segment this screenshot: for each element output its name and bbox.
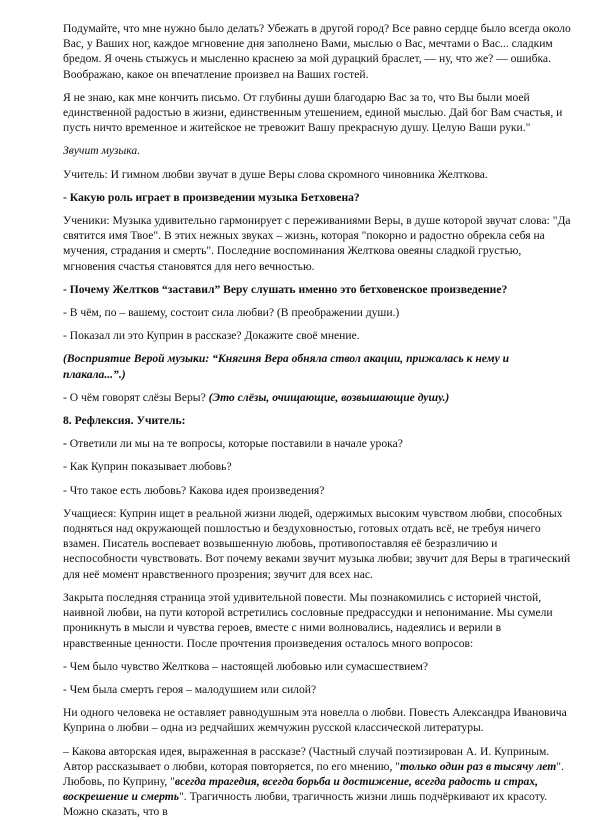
question-veras-tears xyxy=(63,390,572,405)
teacher-remark: Учитель: И гимном любви звучат в душе Веры слова скромного чиновника Желткова. xyxy=(63,167,488,181)
students-answer-music: Ученики: Музыка удивительно гармонирует с переживаниями Веры, в душе которой звучат слова: "Да святится имя Твое". В этих нежных звуках – жизнь, которая "покорно и радостно обрекла себя на мучения, страдания и смерть". Последние воспоминания Желткова овеяны сладкой грустью, мгновения счастья становятся для него вечностью. xyxy=(63,214,571,273)
author-idea-paragraph xyxy=(63,744,572,820)
section-heading-reflection: 8. Рефлексия. Учитель: xyxy=(63,414,186,428)
letter-paragraph-2: Я не знаю, как мне кончить письмо. От глубины души благодарю Вас за то, что Вы были моей единственной радостью в жизни, единственным утешением, единой мыслью. Дай бог Вам счастья, и пусть ничто временное и житейское не тревожит Вашу прекрасную душу. Целую Ваши руки." xyxy=(63,90,563,135)
students-answer-kuprin: Учащиеся: Куприн ищет в реальной жизни людей, одержимых высоким чувством любви, способных подняться над окружающей пошлостью и бездуховностью, готовых отдать всё, не требуя ничего взамен. Писатель воспевает возвышенную любовь, противопоставляя её безразличию и неспособности чувствовать. Вот почему веками звучит музыка любви; звучит для Веры в трагический для неё момент нравственного прозрения; звучит для всех нас. xyxy=(63,506,571,581)
question-kuprin-shows: - Показал ли это Куприн в рассказе? Докажите своё мнение. xyxy=(63,329,360,343)
author-idea-quote-2: всегда трагедия, всегда борьба и достижение, всегда радость и страх, воскрешение и смерть xyxy=(63,774,538,804)
novella-paragraph: Ни одного человека не оставляет равнодушным эта новелла о любви. Повесть Александра Ивановича Куприна о любви – одна из редчайших жемчужин русской классической литературы. xyxy=(63,706,567,735)
question-how-love: - Как Куприн показывает любовь? xyxy=(63,460,232,474)
author-idea-text-3: ". Трагичность любви, трагичность жизни лишь подчёркивают их красоту. Можно сказать, что в xyxy=(63,790,548,819)
question-beethoven-role: - Какую роль играет в произведении музыка Бетховена? xyxy=(63,190,360,204)
question-what-is-love: - Что такое есть любовь? Какова идея произведения? xyxy=(63,483,325,497)
note-vera-perception: (Восприятие Верой музыки: “Княгиня Вера обняла ствол акации, прижалась к нему и плакала...”.) xyxy=(63,352,510,381)
question-zheltkov-feeling: - Чем было чувство Желткова – настоящей любовью или сумасшествием? xyxy=(63,659,428,673)
question-answered-text: Ответили ли мы на те вопросы, которые поставили в начале урока? xyxy=(69,437,403,451)
question-answered-dash: - xyxy=(63,437,70,451)
author-idea-text-1: – Какова авторская идея, выраженная в рассказе? (Частный случай поэтизирован А. И. Куприным. Автор рассказывает о любви, которая повторяется, по его мнению, " xyxy=(63,744,550,773)
author-idea-text-2: ". Любовь, по Куприну, " xyxy=(63,759,564,788)
stage-note-music: Звучит музыка. xyxy=(63,144,141,158)
question-answered xyxy=(63,436,572,451)
question-power-of-love: - В чём, по – вашему, состоит сила любви? (В преображении души.) xyxy=(63,306,400,320)
author-idea-quote-1: только один раз в тысячу лет xyxy=(400,759,557,773)
answer-veras-tears: (Это слёзы, очищающие, возвышающие душу.) xyxy=(208,390,450,404)
question-why-beethoven: - Почему Желтков “заставил” Веру слушать именно это бетховенское произведение? xyxy=(63,282,508,296)
question-hero-death: - Чем была смерть героя – малодушием или силой? xyxy=(63,682,317,696)
letter-paragraph-1: Подумайте, что мне нужно было делать? Убежать в другой город? Все равно сердце было всегда около Вас, у Ваших ног, каждое мгновение дня заполнено Вами, мыслью о Вас, мечтами о Вас... сладким бредом. Я очень стыжусь и мысленно краснею за мой дурацкий браслет, — ну, что же? — ошибка. Воображаю, какое он впечатление произвел на Ваших гостей. xyxy=(63,22,571,81)
closing-paragraph: Закрыта последняя страница этой удивительной повести. Мы познакомились с историей чистой, наивной любви, на пути которой встретились сословные предрассудки и непонимание. Мы сумели проникнуть в мысли и чувства героев, вместе с ними волновались, надеялись и верили в нравственные ценности. После прочтения произведения осталось много вопросов: xyxy=(63,590,553,650)
question-veras-tears-text: - О чём говорят слёзы Веры? xyxy=(63,390,209,404)
